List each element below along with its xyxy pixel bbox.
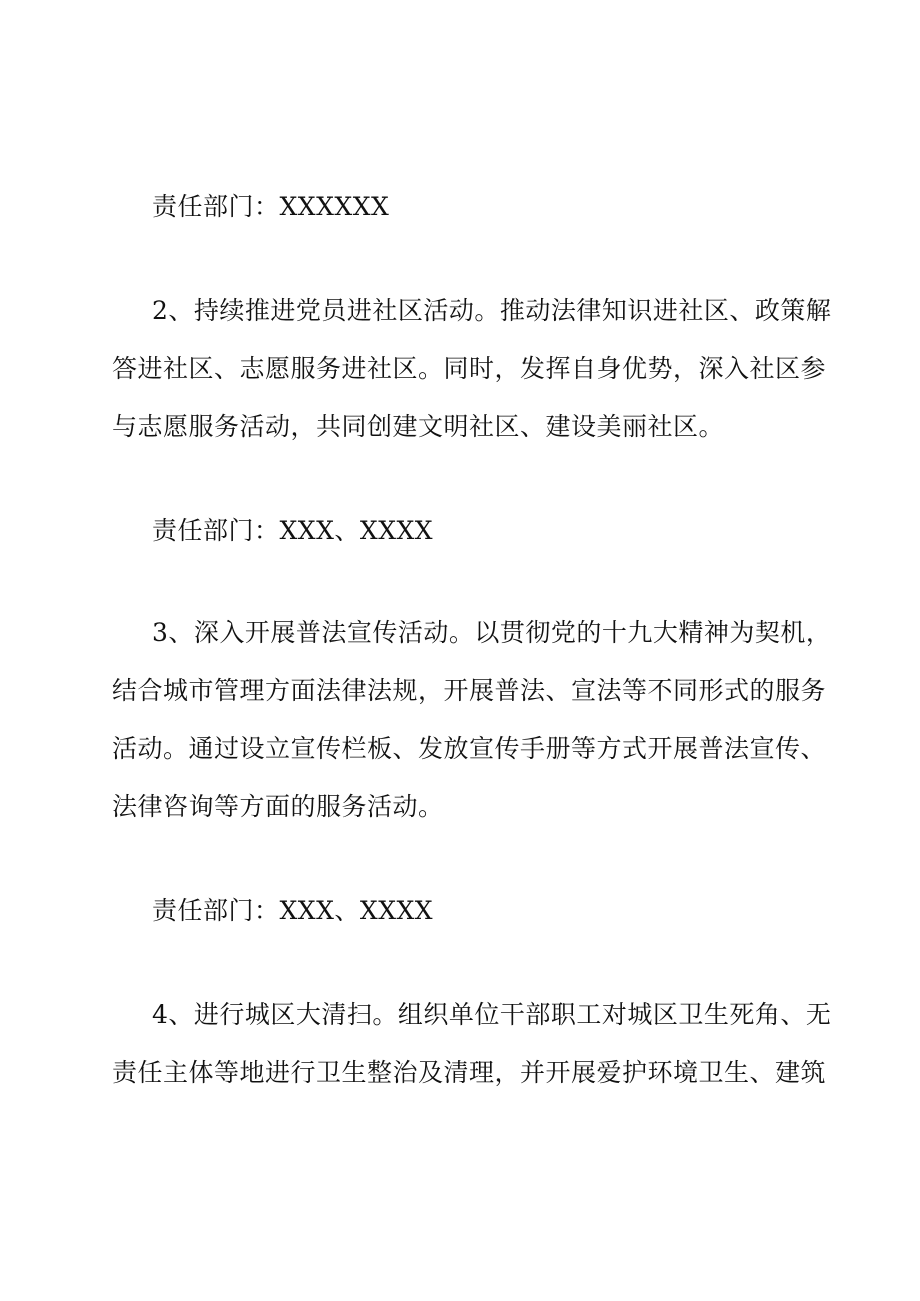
- paragraph-item-2-line-2: 答进社区、志愿服务进社区。同时，发挥自身优势，深入社区参: [112, 354, 827, 383]
- paragraph-item-3-line-3: 活动。通过设立宣传栏板、发放宣传手册等方式开展普法宣传、: [112, 734, 827, 763]
- responsible-dept-line: 责任部门：XXX、XXXX: [152, 516, 434, 545]
- responsible-dept-line: 责任部门：XXXXXX: [152, 192, 390, 221]
- responsible-dept-line: 责任部门：XXX、XXXX: [152, 896, 434, 925]
- paragraph-item-2-line-3: 与志愿服务活动，共同创建文明社区、建设美丽社区。: [112, 412, 725, 441]
- paragraph-item-3-line-2: 结合城市管理方面法律法规，开展普法、宣法等不同形式的服务: [112, 676, 827, 705]
- paragraph-item-4-line-1: 4、进行城区大清扫。组织单位干部职工对城区卫生死角、无: [152, 1000, 832, 1029]
- paragraph-item-2-line-1: 2、持续推进党员进社区活动。推动法律知识进社区、政策解: [152, 296, 832, 325]
- paragraph-item-3-line-4: 法律咨询等方面的服务活动。: [112, 792, 444, 821]
- paragraph-item-4-line-2: 责任主体等地进行卫生整治及清理，并开展爱护环境卫生、建筑: [112, 1058, 827, 1087]
- paragraph-item-3-line-1: 3、深入开展普法宣传活动。以贯彻党的十九大精神为契机，: [152, 618, 832, 647]
